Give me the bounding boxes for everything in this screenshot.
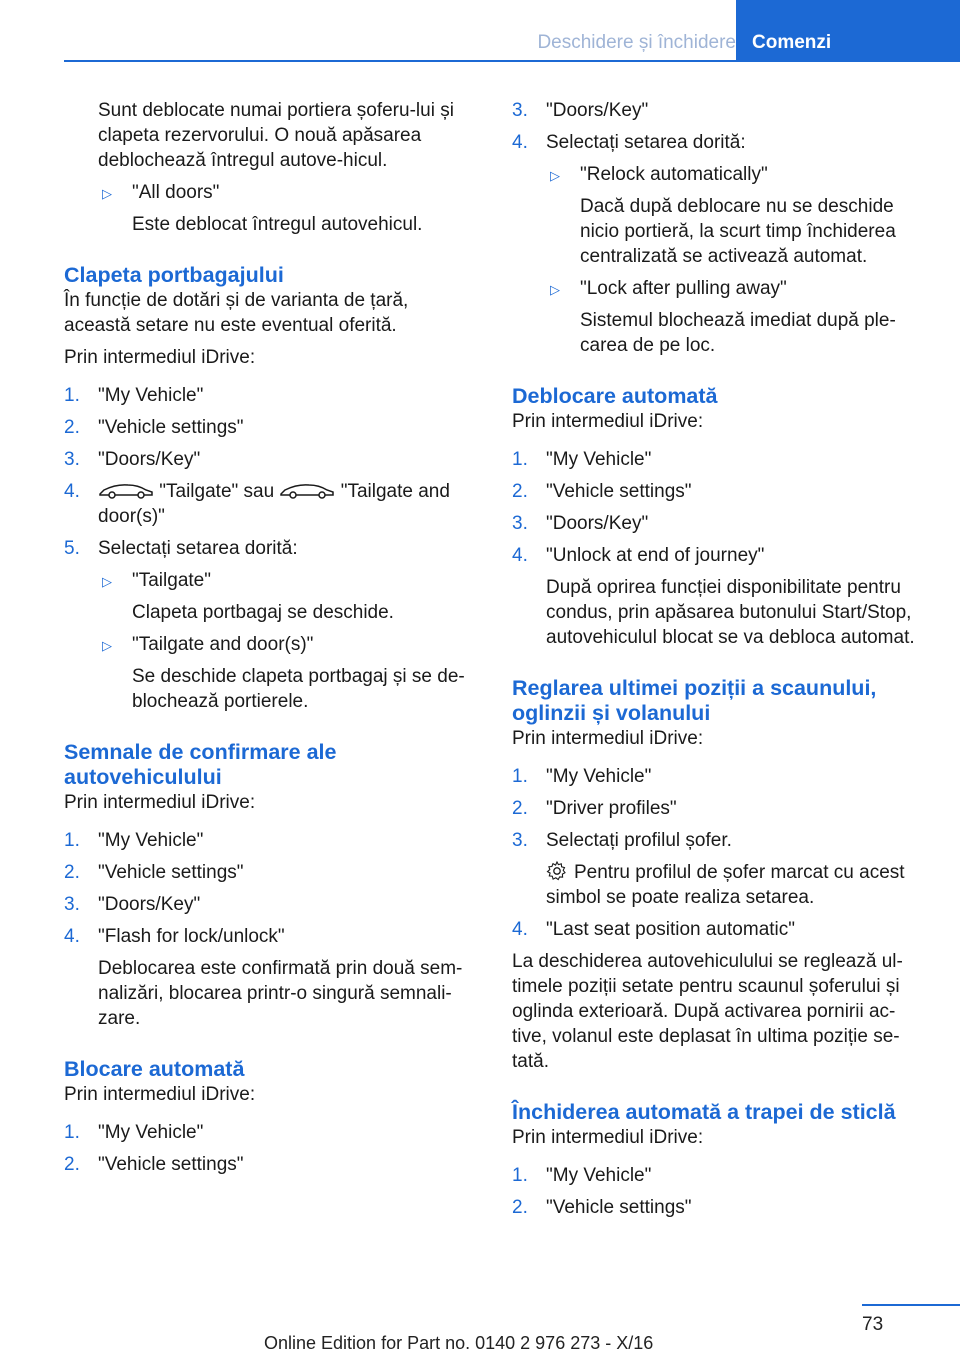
list-item: 2. "Driver profiles" <box>512 798 677 819</box>
list-item: 3. Selectați profilul șofer. Pentru profilul de șofer marcat cu acest simbol se poate realiza setarea. <box>512 830 905 908</box>
option-title: "All doors" <box>132 182 220 203</box>
paragraph: Prin intermediul iDrive: <box>64 1084 256 1105</box>
section-heading: Semnale de confirmare ale autovehiculului <box>64 740 337 789</box>
left-column <box>64 98 478 1177</box>
list-item: 2. "Vehicle settings" <box>512 1197 692 1218</box>
list-item: 2. "Vehicle settings" <box>512 481 692 502</box>
option-item: ▷ "Relock automatically" Dacă după deblocare nu se deschide nicio portieră, la scurt timp închiderea centralizată se activează automat. <box>550 164 896 267</box>
option-item: ▷ "Lock after pulling away" Sistemul blochează imediat după ple-carea de pe loc. <box>550 278 896 356</box>
paragraph: În funcție de dotări și de varianta de țară, această setare nu este eventual oferită. <box>64 290 409 336</box>
list-item: 1. "My Vehicle" <box>512 766 652 787</box>
list-item: 3. "Doors/Key" <box>64 894 201 915</box>
list-item: 3. "Doors/Key" <box>512 513 649 534</box>
list-item: 3. "Doors/Key" <box>512 100 649 121</box>
triangle-right-icon: ▷ <box>102 186 112 201</box>
paragraph: Sunt deblocate numai portiera șoferu-lui și clapeta rezervorului. O nouă apăsarea deblochează întregul autove-hicul. <box>98 100 454 171</box>
paragraph: Prin intermediul iDrive: <box>64 792 256 813</box>
list-item: 4. "Tailgate" sau "Tailgate and door(s)" <box>64 481 450 527</box>
car-icon <box>279 481 335 499</box>
list-item: 2. "Vehicle settings" <box>64 862 244 883</box>
paragraph: Prin intermediul iDrive: <box>64 347 256 368</box>
option-desc: Este deblocat întregul autovehicul. <box>132 214 423 235</box>
list-item: 4. "Last seat position automatic" <box>512 919 796 940</box>
list-item: 4. "Unlock at end of journey" După oprirea funcției disponibilitate pentru condus, prin apăsarea butonului Start/Stop, autovehiculul blocat se va debloca automat. <box>512 545 915 648</box>
list-item: 1. "My Vehicle" <box>512 1165 652 1186</box>
car-icon <box>98 481 154 499</box>
list-item: 4. Selectați setarea dorită: <box>512 132 746 153</box>
gear-icon <box>546 860 568 882</box>
footer-edition: Online Edition for Part no. 0140 2 976 273 - X/16 <box>264 1333 654 1353</box>
header-section-title: Deschidere și închidere <box>537 32 736 53</box>
list-item: 4. "Flash for lock/unlock" Deblocarea este confirmată prin două sem-nalizări, blocarea printr-o singură semnali-zare. <box>64 926 463 1029</box>
list-item: 1. "My Vehicle" <box>64 1122 204 1143</box>
paragraph: La deschiderea autovehiculului se reglează ul-timele poziții setate pentru scaunul șoferului și oglinda exterioară. După activarea pornirii ac-tive, volanul este deplasat în ultima poziție se-tată. <box>512 951 903 1072</box>
list-item: 5. Selectați setarea dorită: <box>64 538 298 559</box>
section-heading: Blocare automată <box>64 1057 245 1081</box>
triangle-right-icon: ▷ <box>550 282 560 297</box>
paragraph: Prin intermediul iDrive: <box>512 728 704 749</box>
option-item <box>64 180 478 237</box>
page-number: 73 <box>862 1314 884 1335</box>
option-item: ▷ "Tailgate" Clapeta portbagaj se deschide. <box>102 570 394 623</box>
list-item: 2. "Vehicle settings" <box>64 1154 244 1175</box>
right-column <box>512 98 926 1220</box>
list-item: 3. "Doors/Key" <box>64 449 201 470</box>
paragraph: Prin intermediul iDrive: <box>512 411 704 432</box>
header-chapter-tab: Comenzi <box>736 0 960 60</box>
triangle-right-icon: ▷ <box>102 574 112 589</box>
footer-rule <box>862 1304 960 1306</box>
section-heading: Clapeta portbagajului <box>64 263 284 287</box>
triangle-right-icon: ▷ <box>550 168 560 183</box>
list-item: 1. "My Vehicle" <box>64 830 204 851</box>
list-item: 1. "My Vehicle" <box>512 449 652 470</box>
paragraph: Prin intermediul iDrive: <box>512 1127 704 1148</box>
section-heading: Reglarea ultimei poziții a scaunului, oglinzii și volanului <box>512 676 877 725</box>
list-item: 1. "My Vehicle" <box>64 385 204 406</box>
section-heading: Deblocare automată <box>512 384 718 408</box>
section-heading: Închiderea automată a trapei de sticlă <box>512 1100 896 1124</box>
triangle-right-icon: ▷ <box>102 638 112 653</box>
option-item: ▷ "Tailgate and door(s)" Se deschide clapeta portbagaj și se de-blochează portierele. <box>102 634 465 712</box>
page-header <box>64 0 960 62</box>
list-item: 2. "Vehicle settings" <box>64 417 244 438</box>
